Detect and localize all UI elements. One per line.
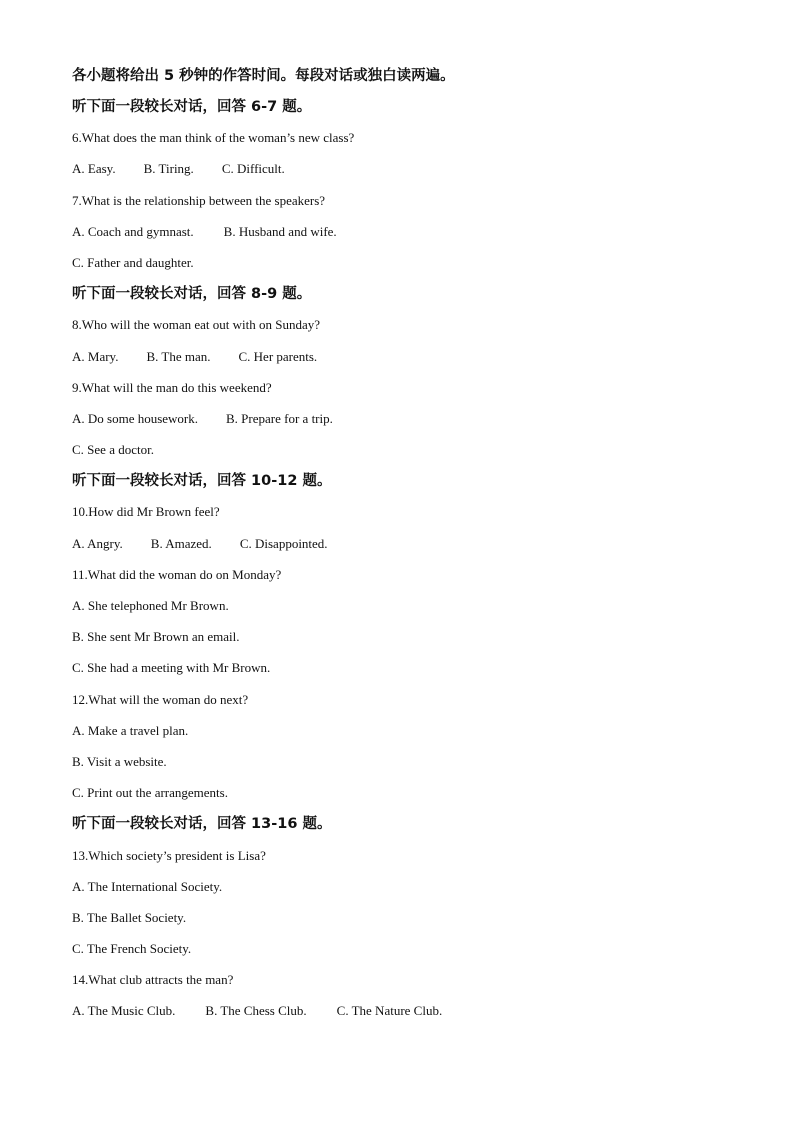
section-heading: 听下面一段较长对话，回答 13-16 题。 <box>72 816 332 833</box>
option-6b: B. Tiring. <box>143 161 194 177</box>
option-12b: B. Visit a website. <box>72 753 167 769</box>
option-7b: B. Husband and wife. <box>223 223 337 239</box>
option-11b: B. She sent Mr Brown an email. <box>72 629 240 645</box>
option-6a: A. Easy. <box>72 161 116 177</box>
option-11c: C. She had a meeting with Mr Brown. <box>72 660 271 676</box>
option-10a: A. Angry. <box>72 535 123 551</box>
option-8c: C. Her parents. <box>238 348 318 364</box>
option-14b: B. The Chess Club. <box>205 1003 307 1019</box>
options-row-8 <box>72 347 752 378</box>
option-7c: C. Father and daughter. <box>72 254 194 270</box>
option-14a: A. The Music Club. <box>72 1003 176 1019</box>
option-7a: A. Coach and gymnast. <box>72 223 194 239</box>
option-11a: A. She telephoned Mr Brown. <box>72 598 229 613</box>
question-14: 14.What club attracts the man? <box>72 972 234 988</box>
option-6c: C. Difficult. <box>221 161 285 177</box>
question-7: 7.What is the relationship between the speakers? <box>72 192 326 208</box>
section-heading: 听下面一段较长对话，回答 6-7 题。 <box>72 99 312 115</box>
question-6: 6.What does the man think of the woman’s new class? <box>72 130 355 146</box>
options-row-10 <box>72 534 752 565</box>
question-12: 12.What will the woman do next? <box>72 691 249 707</box>
option-12c: C. Print out the arrangements. <box>72 785 228 801</box>
question-11: 11.What did the woman do on Monday? <box>72 566 282 582</box>
option-8b: B. The man. <box>146 348 211 364</box>
options-row-14 <box>72 1001 752 1032</box>
option-14c: C. The Nature Club. <box>336 1003 443 1019</box>
section-heading: 听下面一段较长对话，回答 10-12 题。 <box>72 473 332 490</box>
section-heading: 听下面一段较长对话，回答 8-9 题。 <box>72 286 312 303</box>
option-13c: C. The French Society. <box>72 941 192 957</box>
option-9b: B. Prepare for a trip. <box>226 410 333 426</box>
document-page <box>72 66 752 1033</box>
option-8a: A. Mary. <box>72 348 119 364</box>
option-13a: A. The International Society. <box>72 878 223 894</box>
options-row-6 <box>72 159 752 190</box>
option-12a: A. Make a travel plan. <box>72 722 189 738</box>
question-10: 10.How did Mr Brown feel? <box>72 504 220 520</box>
options-row-9 <box>72 409 752 440</box>
question-13: 13.Which society’s president is Lisa? <box>72 847 266 863</box>
option-9a: A. Do some housework. <box>72 410 199 426</box>
question-9: 9.What will the man do this weekend? <box>72 379 272 395</box>
option-10b: B. Amazed. <box>150 535 212 551</box>
options-row-7 <box>72 222 752 253</box>
question-8: 8.Who will the woman eat out with on Sunday? <box>72 317 321 333</box>
intro-instruction: 各小题将给出 5 秒钟的作答时间。每段对话或独白读两遍。 <box>72 68 455 84</box>
option-13b: B. The Ballet Society. <box>72 909 187 925</box>
option-10c: C. Disappointed. <box>239 535 328 551</box>
option-9c: C. See a doctor. <box>72 442 154 458</box>
